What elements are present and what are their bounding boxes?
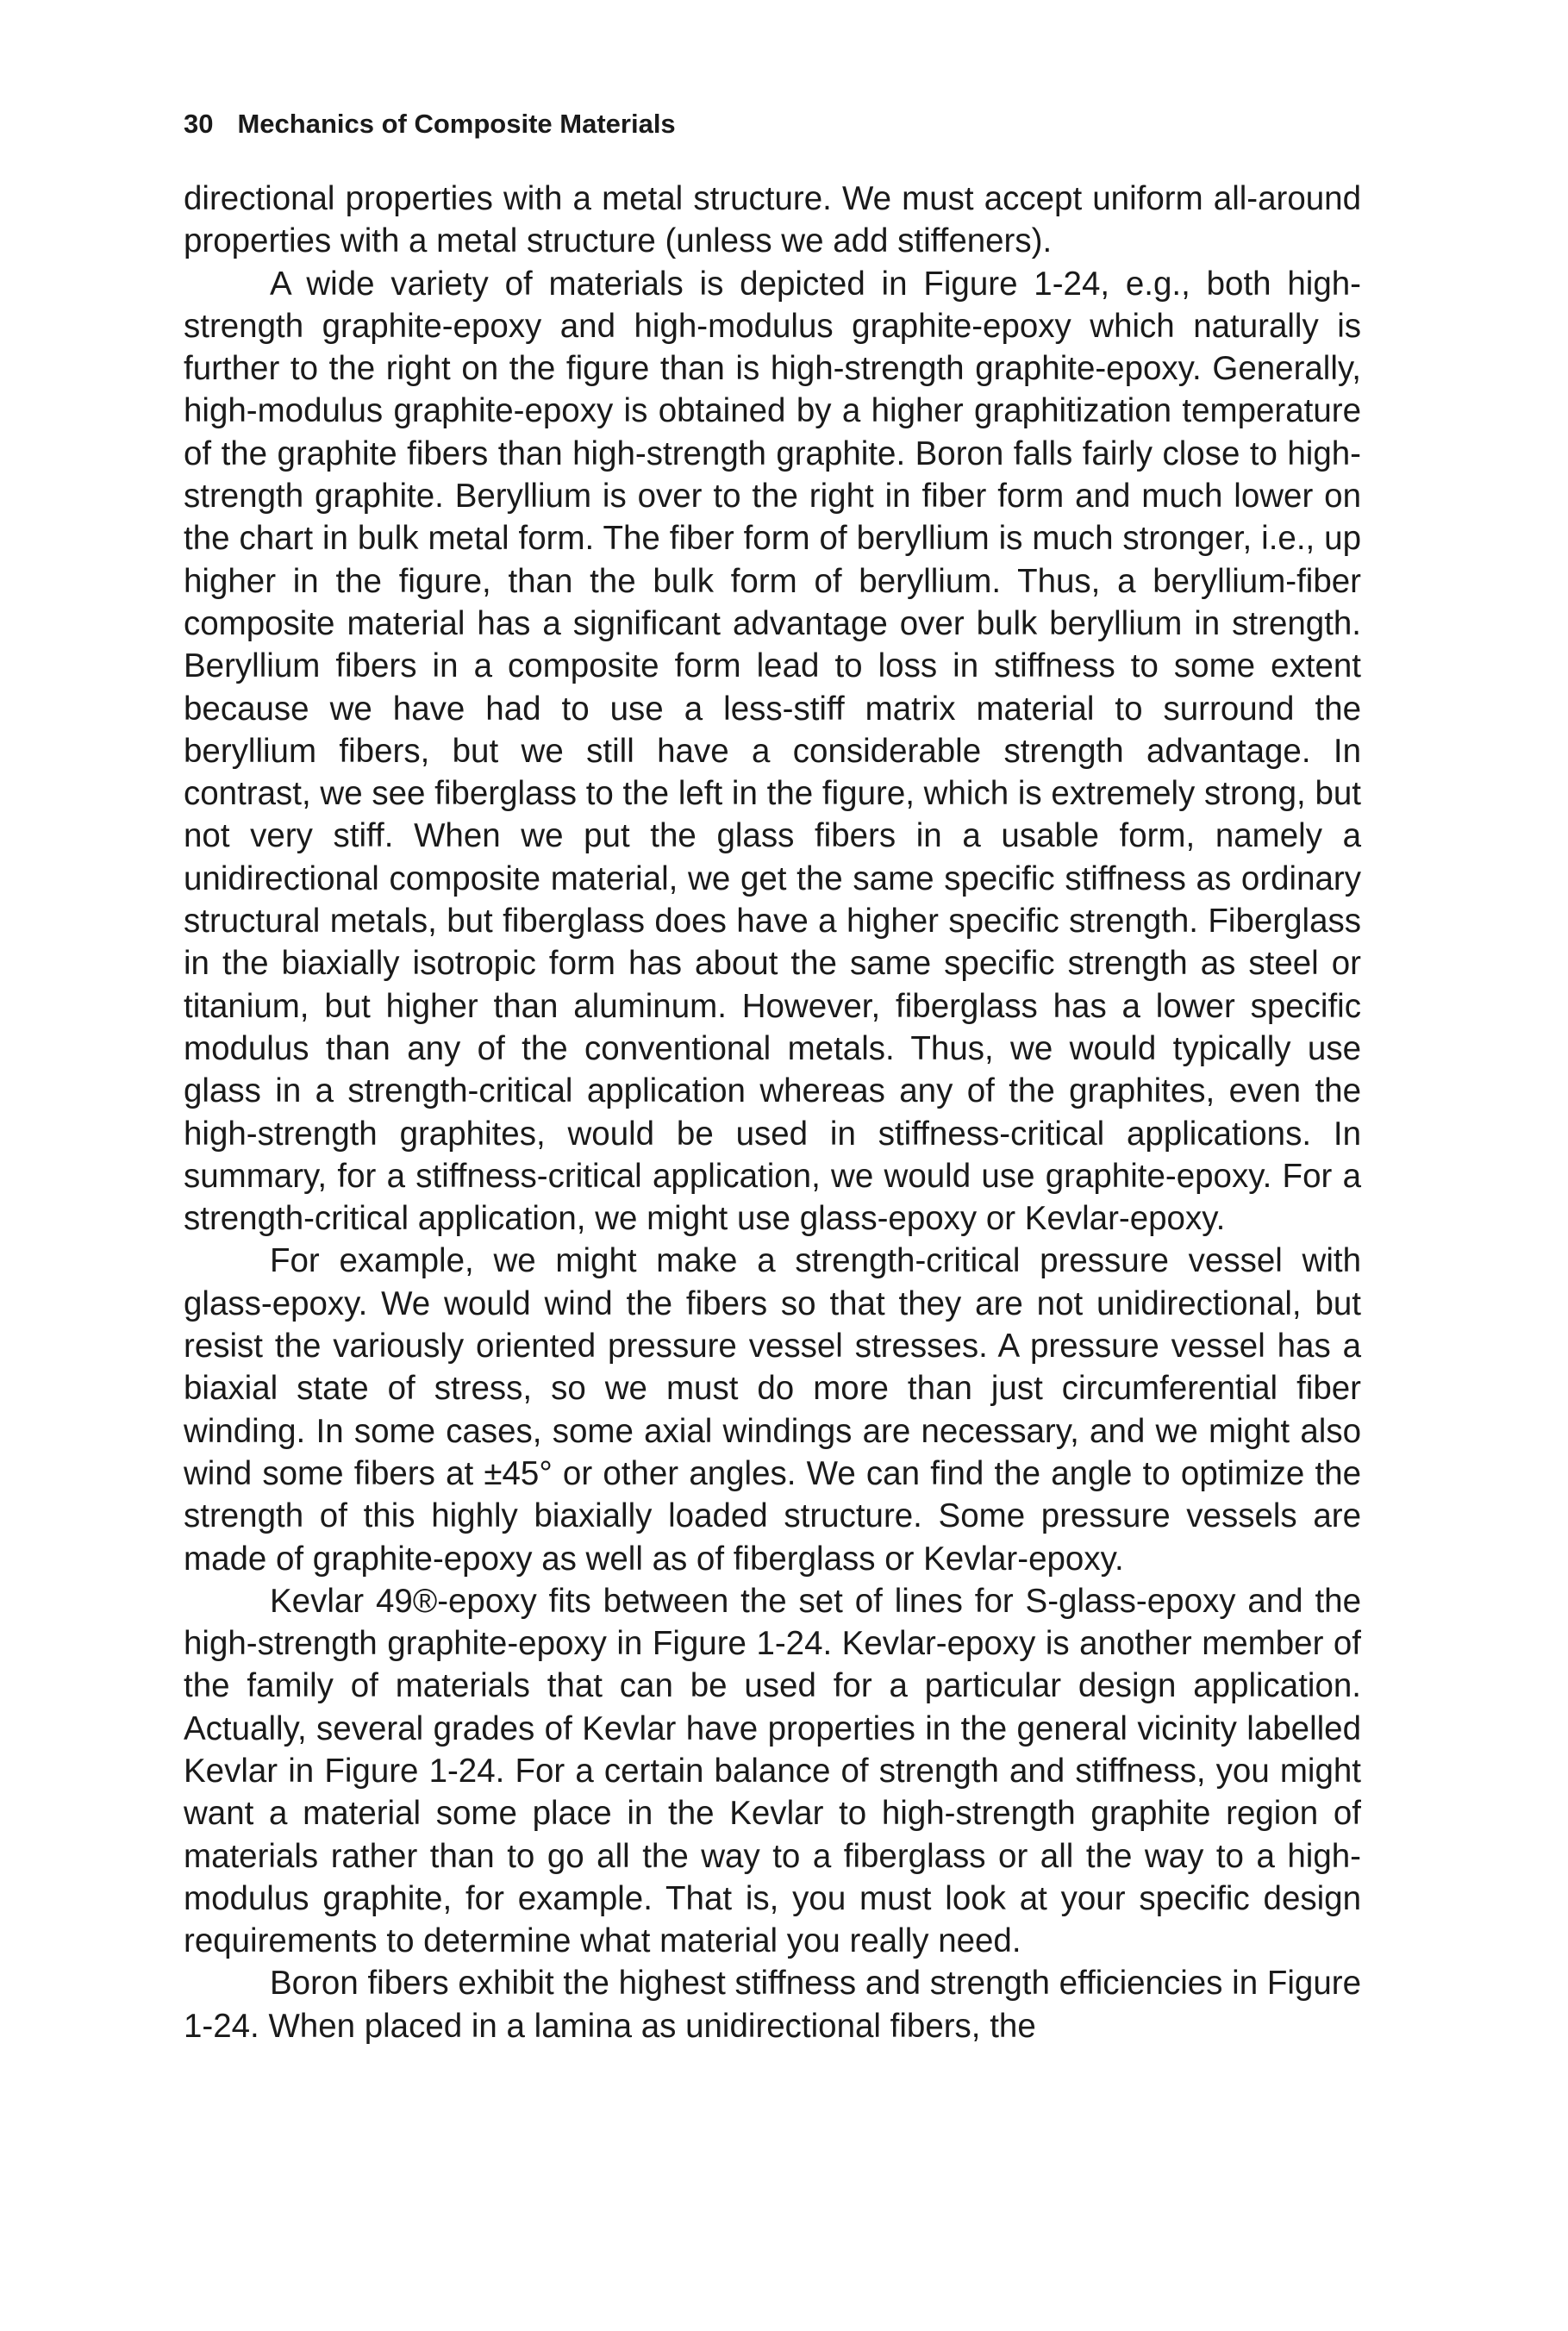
page-number: 30 [184, 109, 214, 139]
paragraph-continuation: directional properties with a metal structure. We must accept uniform all-around properties with a metal structure (unless we add stiffeners). [184, 180, 1361, 260]
body-text [184, 178, 1361, 2047]
paragraph-materials-variety: A wide variety of materials is depicted in Figure 1-24, e.g., both high-strength graphite-epoxy and high-modulus graphite-epoxy which naturally is further to the right on the figure than is high-strength graphite-epoxy. Generally, high-modulus graphite-epoxy is obtained by a higher graphitization temperature of the graphite fibers than high-strength graphite. Boron falls fairly close to high-strength graphite. Beryllium is over to the right in fiber form and much lower on the chart in bulk metal form. The fiber form of beryllium is much stronger, i.e., up higher in the figure, than the bulk form of beryllium. Thus, a beryllium-fiber composite material has a significant advantage over bulk beryllium in strength. Beryllium fibers in a composite form lead to loss in stiffness to some extent because we have had to use a less-stiff matrix material to surround the beryllium fibers, but we still have a considerable strength advantage. In contrast, we see fiberglass to the left in the figure, which is extremely strong, but not very stiff. When we put the glass fibers in a usable form, namely a unidirectional composite material, we get the same specific stiffness as ordinary structural metals, but fiberglass does have a higher specific strength. Fiberglass in the biaxially isotropic form has about the same specific strength as steel or titanium, but higher than aluminum. However, fiberglass has a lower specific modulus than any of the conventional metals. Thus, we would typically use glass in a strength-critical application whereas any of the graphites, even the high-strength graphites, would be used in stiffness-critical applications. In summary, for a stiffness-critical application, we would use graphite-epoxy. For a strength-critical application, we might use glass-epoxy or Kevlar-epoxy. [184, 265, 1361, 1238]
running-head [184, 107, 676, 141]
paragraph-kevlar: Kevlar 49®-epoxy fits between the set of lines for S-glass-epoxy and the high-strength graphite-epoxy in Figure 1-24. Kevlar-epoxy is another member of the family of materials that can be used for a particular design application. Actually, several grades of Kevlar have properties in the general vicinity labelled Kevlar in Figure 1-24. For a certain balance of strength and stiffness, you might want a material some place in the Kevlar to high-strength graphite region of materials rather than to go all the way to a fiberglass or all the way to a high-modulus graphite, for example. That is, you must look at your specific design requirements to determine what material you really need. [184, 1582, 1361, 1960]
running-title: Mechanics of Composite Materials [237, 109, 676, 139]
paragraph-pressure-vessel: For example, we might make a strength-critical pressure vessel with glass-epoxy. We would wind the fibers so that they are not unidirectional, but resist the variously oriented pressure vessel stresses. A pressure vessel has a biaxial state of stress, so we must do more than just circumferential fiber winding. In some cases, some axial windings are necessary, and we might also wind some fibers at ±45° or other angles. We can find the angle to optimize the strength of this highly biaxially loaded structure. Some pressure vessels are made of graphite-epoxy as well as of fiberglass or Kevlar-epoxy. [184, 1242, 1361, 1578]
paragraph-boron: Boron fibers exhibit the highest stiffness and strength efficiencies in Figure 1-24. When placed in a lamina as unidirectional fibers, the [184, 1965, 1361, 2045]
